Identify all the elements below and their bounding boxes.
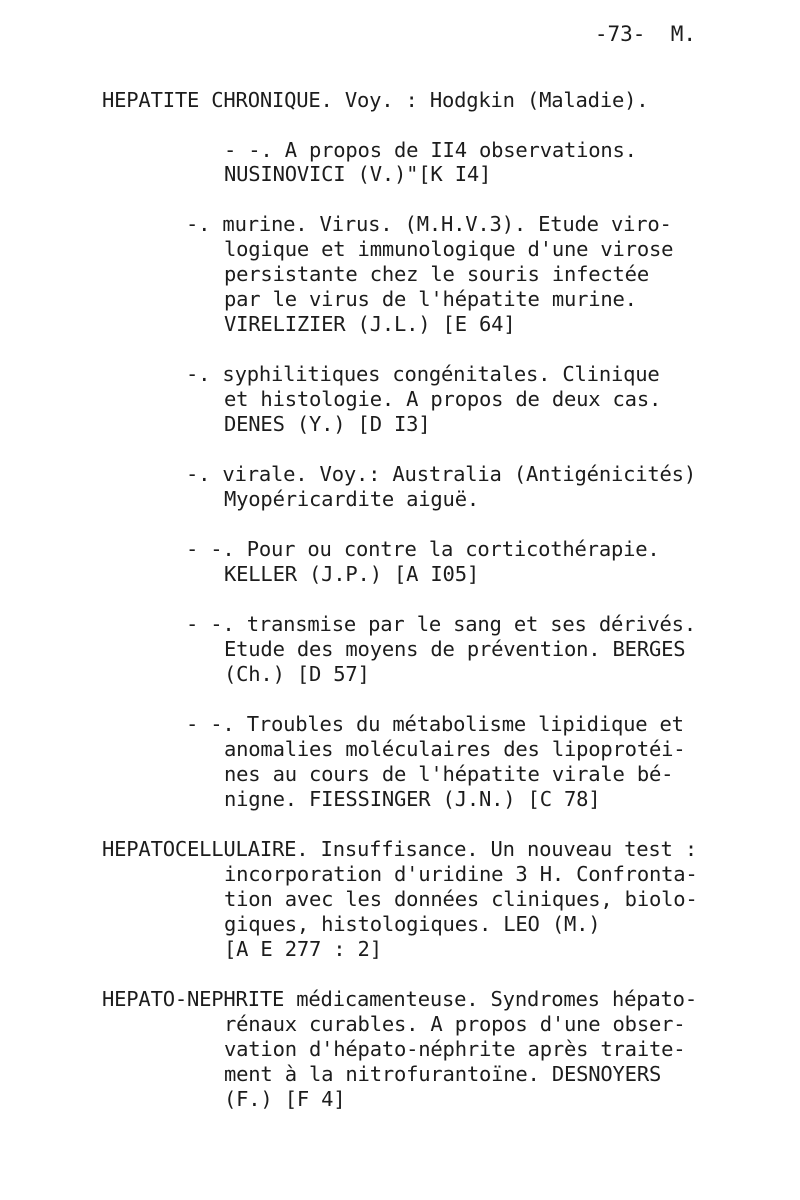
entry-line: HEPATITE CHRONIQUE. Voy. : Hodgkin (Maladie).: [102, 88, 649, 112]
entry-line: [A E 277 : 2]: [224, 937, 382, 961]
entry-line: Etude des moyens de prévention. BERGES: [224, 637, 686, 661]
entry-line: DENES (Y.) [D I3]: [224, 412, 431, 436]
entry-line: persistante chez le souris infectée: [224, 262, 649, 286]
entry-line: -. murine. Virus. (M.H.V.3). Etude viro-: [186, 212, 672, 236]
entry-line: (Ch.) [D 57]: [224, 662, 370, 686]
entry-line: HEPATOCELLULAIRE. Insuffisance. Un nouveau test :: [102, 837, 697, 861]
entry-line: tion avec les données cliniques, biolo-: [224, 887, 698, 911]
entry-line: (F.) [F 4]: [224, 1087, 346, 1111]
entry-line: et histologie. A propos de deux cas.: [224, 387, 662, 411]
entry-line: anomalies moléculaires des lipoprotéi-: [224, 737, 686, 761]
entry-line: HEPATO-NEPHRITE médicamenteuse. Syndromes hépato-: [102, 987, 697, 1011]
entry-line: logique et immunologique d'une virose: [224, 237, 674, 261]
entry-line: giques, histologiques. LEO (M.): [224, 912, 601, 936]
entry-line: Myopéricardite aiguë.: [224, 487, 479, 511]
entry-line: incorporation d'uridine 3 H. Confronta-: [224, 862, 698, 886]
entry-line: ment à la nitrofurantoïne. DESNOYERS: [224, 1062, 662, 1086]
entry-line: - -. transmise par le sang et ses dérivés.: [186, 612, 696, 636]
entry-line: VIRELIZIER (J.L.) [E 64]: [224, 312, 516, 336]
entry-line: nes au cours de l'hépatite virale bé-: [224, 762, 674, 786]
entry-line: -. virale. Voy.: Australia (Antigénicités): [186, 462, 696, 486]
entry-line: par le virus de l'hépatite murine.: [224, 287, 637, 311]
section-letter: M.: [670, 22, 696, 46]
entry-line: - -. A propos de II4 observations.: [224, 138, 637, 162]
entry-line: -. syphilitiques congénitales. Clinique: [186, 362, 660, 386]
entry-line: - -. Troubles du métabolisme lipidique et: [186, 712, 684, 736]
page-number: -73-: [594, 22, 646, 46]
entry-line: KELLER (J.P.) [A I05]: [224, 562, 479, 586]
page-header: [595, 22, 696, 46]
entry-line: vation d'hépato-néphrite après traite-: [224, 1037, 686, 1061]
entry-line: rénaux curables. A propos d'une obser-: [224, 1012, 686, 1036]
entry-line: nigne. FIESSINGER (J.N.) [C 78]: [224, 787, 601, 811]
entry-line: NUSINOVICI (V.)"[K I4]: [224, 162, 492, 186]
entry-line: - -. Pour ou contre la corticothérapie.: [186, 537, 660, 561]
